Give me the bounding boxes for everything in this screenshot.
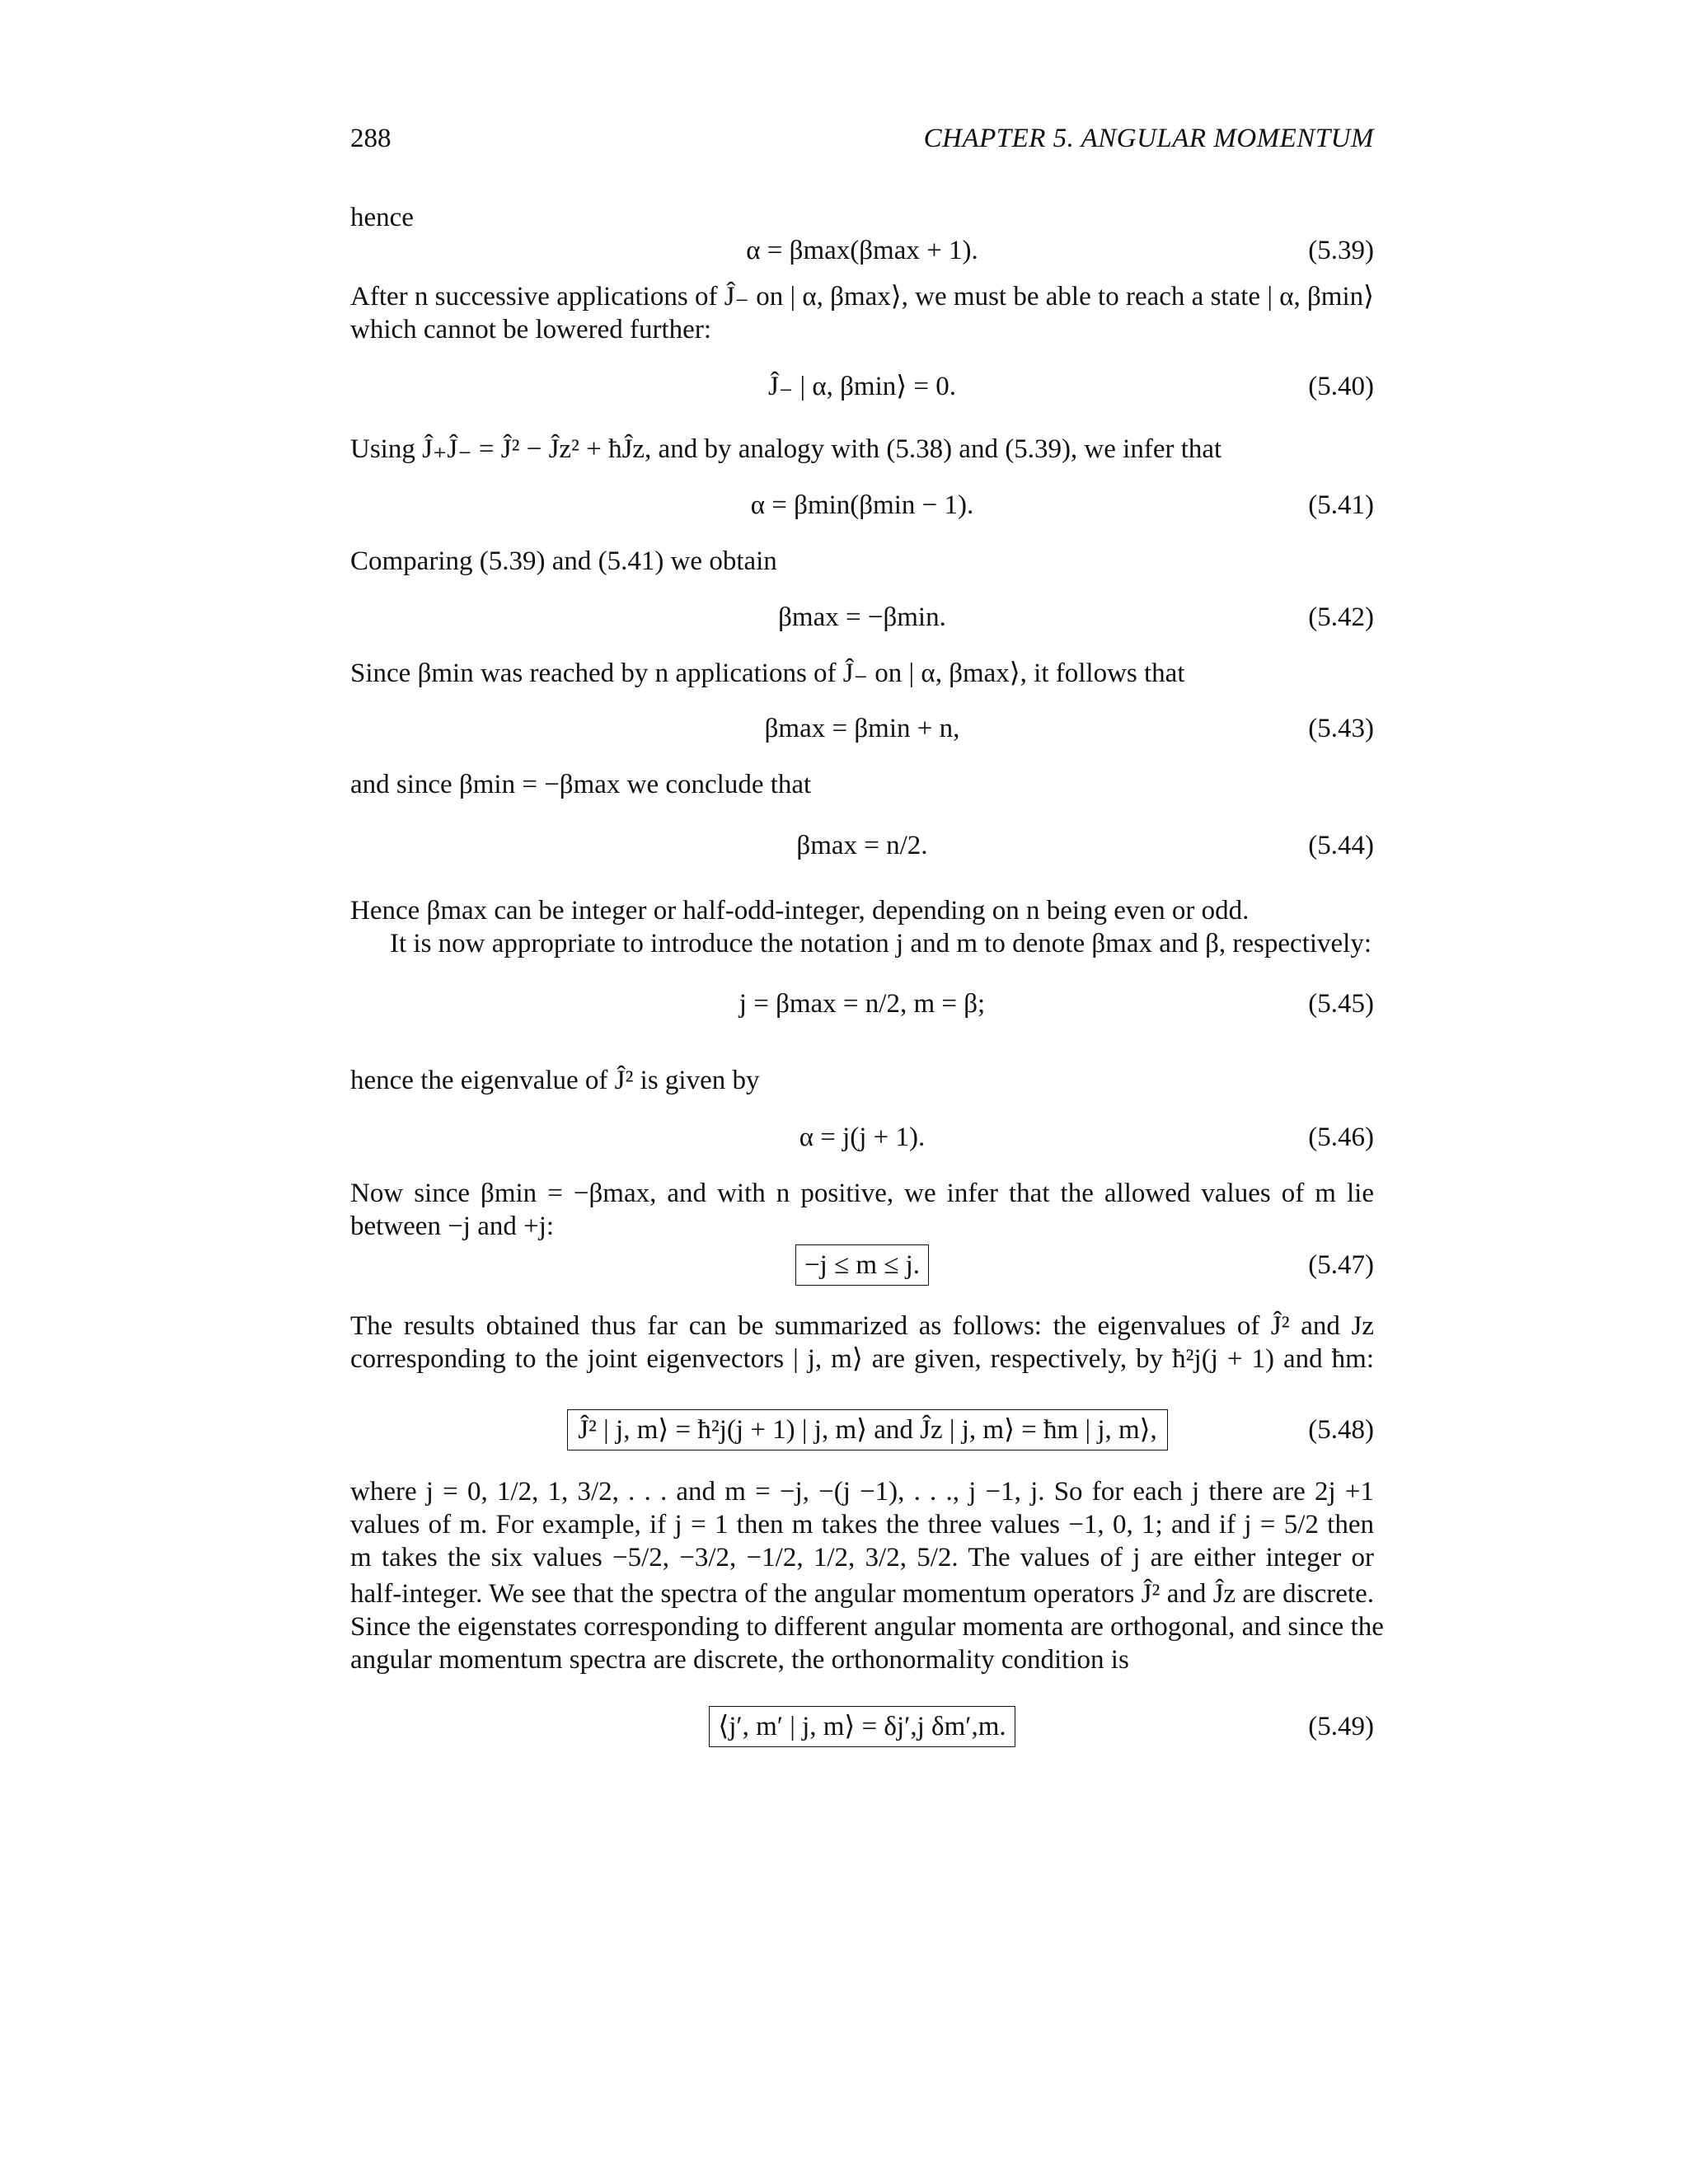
- equation-number: (5.42): [1308, 602, 1374, 632]
- equation-body: βmax = βmin + n,: [764, 714, 960, 743]
- paragraph-line: It is now appropriate to introduce the notation j and m to denote βmax and β, respectively:: [390, 929, 1372, 958]
- paragraph-line: corresponding to the joint eigenvectors | j, m⟩ are given, respectively, by ħ²j(j + 1) and ħm:: [350, 1344, 1374, 1374]
- equation-5-43: [350, 712, 1374, 745]
- paragraph-line: The results obtained thus far can be summarized as follows: the eigenvalues of Ĵ² and Jz: [350, 1311, 1374, 1341]
- paragraph-line: which cannot be lowered further:: [350, 315, 711, 344]
- chapter-title: CHAPTER 5. ANGULAR MOMENTUM: [923, 124, 1374, 153]
- equation-number: (5.49): [1308, 1712, 1374, 1741]
- paragraph-line: Now since βmin = −βmax, and with n positive, we infer that the allowed values of m lie: [350, 1179, 1374, 1208]
- equation-5-44: [350, 829, 1374, 888]
- equation-5-45: [350, 987, 1374, 1047]
- equation-number: (5.44): [1308, 831, 1374, 860]
- equation-5-41: [350, 489, 1374, 522]
- equation-5-46: [350, 1121, 1374, 1154]
- paragraph-line: Since βmin was reached by n applications of Ĵ₋ on | α, βmax⟩, it follows that: [350, 658, 1185, 688]
- equation-number: (5.43): [1308, 714, 1374, 743]
- equation-number: (5.41): [1308, 490, 1374, 520]
- paragraph-line: Since the eigenstates corresponding to different angular momenta are orthogonal, and since the: [350, 1612, 1384, 1642]
- equation-number: (5.45): [1308, 989, 1374, 1019]
- equation-body: βmax = n/2.: [796, 831, 928, 860]
- paragraph-line: After n successive applications of Ĵ₋ on | α, βmax⟩, we must be able to reach a state | α, βmin⟩: [350, 282, 1374, 312]
- paragraph-line: where j = 0, 1/2, 1, 3/2, . . . and m = −j, −(j −1), . . ., j −1, j. So for each j there are 2j +1: [350, 1477, 1374, 1507]
- equation-number: (5.46): [1308, 1122, 1374, 1152]
- equation-body: α = βmax(βmax + 1).: [746, 236, 978, 265]
- boxed-equation: Ĵ² | j, m⟩ = ħ²j(j + 1) | j, m⟩ and Ĵz | j, m⟩ = ħm | j, m⟩,: [567, 1409, 1168, 1451]
- equation-number: (5.48): [1308, 1415, 1374, 1445]
- equation-5-48: [350, 1409, 1374, 1451]
- equation-5-39: [350, 234, 1374, 267]
- equation-body: j = βmax = n/2, m = β;: [738, 989, 986, 1019]
- equation-5-47: [350, 1244, 1374, 1286]
- paragraph-line: Hence βmax can be integer or half-odd-integer, depending on n being even or odd.: [350, 896, 1250, 926]
- paragraph-line: m takes the six values −5/2, −3/2, −1/2, 1/2, 3/2, 5/2. The values of j are either integer or: [350, 1543, 1374, 1572]
- page-number: 288: [350, 124, 392, 153]
- equation-5-49: [350, 1706, 1374, 1747]
- paragraph-line: between −j and +j:: [350, 1212, 555, 1241]
- equation-number: (5.39): [1308, 236, 1374, 265]
- equation-body: Ĵ₋ | α, βmin⟩ = 0.: [767, 372, 957, 401]
- equation-5-40: [350, 370, 1374, 403]
- paragraph-line: values of m. For example, if j = 1 then m takes the three values −1, 0, 1; and if j = 5/2 then: [350, 1510, 1374, 1540]
- equation-body: α = βmin(βmin − 1).: [750, 490, 974, 520]
- equation-body: α = j(j + 1).: [799, 1122, 926, 1152]
- paragraph-line: Comparing (5.39) and (5.41) we obtain: [350, 546, 777, 576]
- equation-5-42: [350, 601, 1374, 634]
- running-header: [350, 124, 1374, 160]
- paragraph-line: Using Ĵ₊Ĵ₋ = Ĵ² − Ĵz² + ħĴz, and by analogy with (5.38) and (5.39), we infer that: [350, 434, 1222, 464]
- boxed-equation: ⟨j′, m′ | j, m⟩ = δj′,j δm′,m.: [709, 1706, 1015, 1747]
- paragraph-line: hence the eigenvalue of Ĵ² is given by: [350, 1066, 760, 1095]
- equation-number: (5.47): [1308, 1250, 1374, 1280]
- boxed-equation: −j ≤ m ≤ j.: [795, 1244, 929, 1286]
- paragraph-line: half-integer. We see that the spectra of the angular momentum operators Ĵ² and Ĵz are discrete.: [350, 1579, 1374, 1609]
- paragraph-line: and since βmin = −βmax we conclude that: [350, 770, 812, 799]
- equation-body: βmax = −βmin.: [778, 602, 946, 632]
- paragraph-hence: hence: [350, 203, 414, 232]
- paragraph-line: angular momentum spectra are discrete, the orthonormality condition is: [350, 1645, 1129, 1675]
- equation-number: (5.40): [1308, 372, 1374, 401]
